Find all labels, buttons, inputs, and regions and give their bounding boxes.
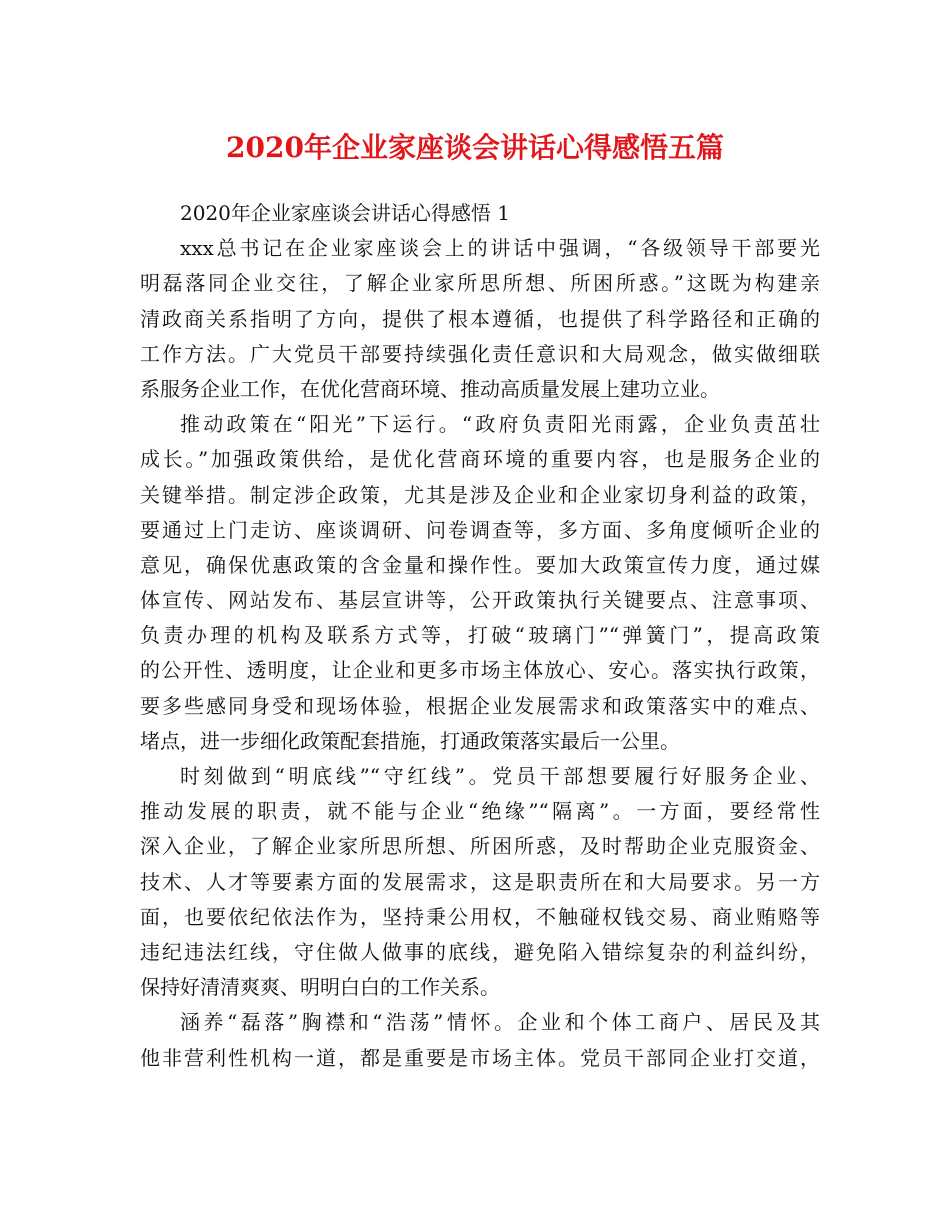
text-line: 违纪违法红线，守住做人做事的底线，避免陷入错综复杂的利益纠纷， [140, 939, 820, 964]
text-line: 2020年企业家座谈会讲话心得感悟 1 [180, 201, 510, 225]
text-line: 推动政策在“阳光”下运行。“政府负责阳光雨露，企业负责茁壮 [180, 412, 820, 437]
text-line: 时刻做到“明底线”“守红线”。党员干部想要履行好服务企业、 [180, 764, 820, 788]
text-line: 工作方法。广大党员干部要持续强化责任意识和大局观念，做实做细联 [140, 341, 820, 366]
text-line: 关键举措。制定涉企政策，尤其是涉及企业和企业家切身利益的政策， [140, 482, 820, 507]
text-line: xxx总书记在企业家座谈会上的讲话中强调，“各级领导干部要光 [180, 236, 820, 261]
text-line: 的公开性、透明度，让企业和更多市场主体放心、安心。落实执行政策， [140, 658, 820, 683]
text-line: 推动发展的职责，就不能与企业“绝缘”“隔离”。一方面，要经常性 [140, 799, 820, 824]
document-body [140, 196, 820, 1076]
text-line: 涵养“磊落”胸襟和“浩荡”情怀。企业和个体工商户、居民及其 [180, 1010, 820, 1035]
document-title: 2020年企业家座谈会讲话心得感悟五篇 [226, 131, 724, 164]
text-line: 系服务企业工作，在优化营商环境、推动高质量发展上建功立业。 [140, 376, 720, 401]
text-line: 深入企业，了解企业家所思所想、所困所惑，及时帮助企业克服资金、 [140, 834, 820, 859]
text-line: 明磊落同企业交往，了解企业家所思所想、所困所惑。”这既为构建亲 [140, 271, 820, 296]
text-line: 清政商关系指明了方向，提供了根本遵循，也提供了科学路径和正确的 [140, 306, 820, 331]
text-line: 他非营利性机构一道，都是重要是市场主体。党员干部同企业打交道， [140, 1045, 820, 1070]
text-line: 面，也要依纪依法作为，坚持秉公用权，不触碰权钱交易、商业贿赂等 [140, 904, 820, 929]
text-line: 负责办理的机构及联系方式等，打破“玻璃门”“弹簧门”，提高政策 [140, 623, 820, 648]
text-line: 堵点，进一步细化政策配套措施，打通政策落实最后一公里。 [140, 728, 680, 753]
text-line: 保持好清清爽爽、明明白白的工作关系。 [140, 975, 500, 1000]
text-line: 要多些感同身受和现场体验，根据企业发展需求和政策落实中的难点、 [140, 693, 820, 718]
text-line: 技术、人才等要素方面的发展需求，这是职责所在和大局要求。另一方 [140, 869, 820, 894]
text-line: 成长。”加强政策供给，是优化营商环境的重要内容，也是服务企业的 [140, 447, 820, 472]
text-line: 意见，确保优惠政策的含金量和操作性。要加大政策宣传力度，通过媒 [140, 552, 820, 577]
text-line: 体宣传、网站发布、基层宣讲等，公开政策执行关键要点、注意事项、 [140, 588, 820, 613]
text-line: 要通过上门走访、座谈调研、问卷调查等，多方面、多角度倾听企业的 [140, 517, 820, 542]
